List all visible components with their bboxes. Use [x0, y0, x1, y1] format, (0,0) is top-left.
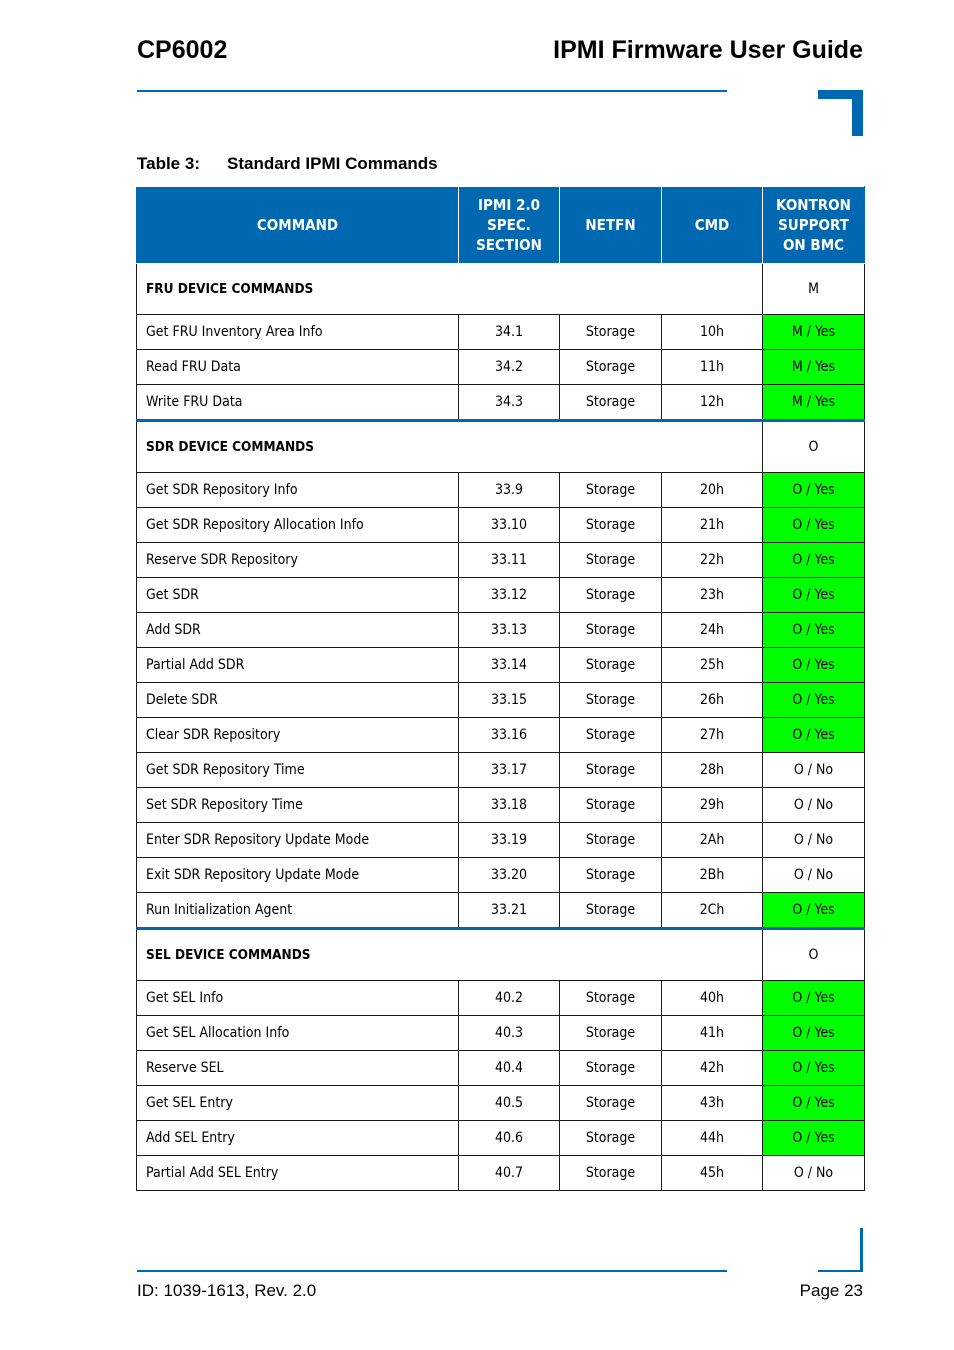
netfn: Storage — [560, 578, 662, 613]
cmd-code: 41h — [662, 1016, 763, 1051]
bmc-support-status: O / Yes — [763, 648, 865, 683]
spec-section: 33.10 — [459, 508, 560, 543]
command-name: Read FRU Data — [137, 350, 459, 385]
bmc-support-status: O / Yes — [763, 543, 865, 578]
command-name: Get SEL Allocation Info — [137, 1016, 459, 1051]
column-header — [137, 187, 459, 264]
cmd-code: 28h — [662, 753, 763, 788]
table-row — [137, 893, 865, 929]
column-header-line: SPEC. — [487, 216, 531, 234]
table-row — [137, 683, 865, 718]
netfn: Storage — [560, 1086, 662, 1121]
bmc-support-status: O / No — [763, 823, 865, 858]
netfn: Storage — [560, 858, 662, 893]
column-header — [662, 187, 763, 264]
bmc-support-status: O / No — [763, 1156, 865, 1191]
bmc-support-status: M / Yes — [763, 350, 865, 385]
bmc-support-status: O / Yes — [763, 578, 865, 613]
ipmi-commands-table — [136, 186, 865, 1191]
table-row — [137, 1051, 865, 1086]
cmd-code: 45h — [662, 1156, 763, 1191]
header-product: CP6002 — [137, 36, 228, 64]
column-header — [459, 187, 560, 264]
footer-corner-mark — [818, 1270, 863, 1272]
bmc-support-status: O / No — [763, 788, 865, 823]
command-name: Clear SDR Repository — [137, 718, 459, 753]
command-name: Run Initialization Agent — [137, 893, 459, 929]
header-rule — [137, 90, 727, 92]
bmc-support-status: O / Yes — [763, 1051, 865, 1086]
bmc-support-status: O / Yes — [763, 1016, 865, 1051]
table-row — [137, 350, 865, 385]
bmc-support-status: O / No — [763, 753, 865, 788]
netfn: Storage — [560, 718, 662, 753]
cmd-code: 29h — [662, 788, 763, 823]
column-header-line: CMD — [694, 216, 730, 234]
cmd-code: 22h — [662, 543, 763, 578]
table-row — [137, 981, 865, 1016]
table-body — [137, 264, 865, 1191]
bmc-support-status: O / Yes — [763, 1086, 865, 1121]
netfn: Storage — [560, 473, 662, 508]
cmd-code: 11h — [662, 350, 763, 385]
column-header-line: SUPPORT — [778, 216, 849, 234]
bmc-support-status: O / No — [763, 858, 865, 893]
table-row — [137, 648, 865, 683]
group-title: FRU DEVICE COMMANDS — [137, 264, 763, 315]
table-row — [137, 823, 865, 858]
table-row — [137, 1086, 865, 1121]
bmc-support-status: M / Yes — [763, 385, 865, 421]
cmd-code: 24h — [662, 613, 763, 648]
table-row — [137, 1156, 865, 1191]
command-name: Get FRU Inventory Area Info — [137, 315, 459, 350]
netfn: Storage — [560, 1016, 662, 1051]
netfn: Storage — [560, 981, 662, 1016]
command-name: Exit SDR Repository Update Mode — [137, 858, 459, 893]
command-name: Reserve SEL — [137, 1051, 459, 1086]
command-name: Get SDR — [137, 578, 459, 613]
command-name: Get SDR Repository Info — [137, 473, 459, 508]
column-header-line: SECTION — [476, 236, 542, 254]
table-row — [137, 1121, 865, 1156]
spec-section: 33.16 — [459, 718, 560, 753]
command-name: Add SEL Entry — [137, 1121, 459, 1156]
netfn: Storage — [560, 788, 662, 823]
column-header-line: COMMAND — [256, 216, 339, 234]
cmd-code: 40h — [662, 981, 763, 1016]
table-row — [137, 385, 865, 421]
spec-section: 33.15 — [459, 683, 560, 718]
column-header-line: IPMI 2.0 — [478, 196, 540, 214]
spec-section: 33.21 — [459, 893, 560, 929]
group-header-row — [137, 421, 865, 473]
spec-section: 33.11 — [459, 543, 560, 578]
netfn: Storage — [560, 823, 662, 858]
column-header-line: ON BMC — [782, 236, 845, 254]
group-header-row — [137, 929, 865, 981]
spec-section: 33.9 — [459, 473, 560, 508]
netfn: Storage — [560, 350, 662, 385]
group-requirement: O — [763, 421, 865, 473]
spec-section: 40.6 — [459, 1121, 560, 1156]
header-corner-mark-vertical — [852, 90, 863, 136]
spec-section: 40.5 — [459, 1086, 560, 1121]
bmc-support-status: O / Yes — [763, 508, 865, 543]
cmd-code: 20h — [662, 473, 763, 508]
cmd-code: 2Ch — [662, 893, 763, 929]
cmd-code: 44h — [662, 1121, 763, 1156]
netfn: Storage — [560, 1156, 662, 1191]
command-name: Write FRU Data — [137, 385, 459, 421]
netfn: Storage — [560, 683, 662, 718]
group-title: SEL DEVICE COMMANDS — [137, 929, 763, 981]
bmc-support-status: O / Yes — [763, 981, 865, 1016]
table-row — [137, 315, 865, 350]
table-row — [137, 788, 865, 823]
table-row — [137, 543, 865, 578]
bmc-support-status: O / Yes — [763, 1121, 865, 1156]
cmd-code: 25h — [662, 648, 763, 683]
spec-section: 33.17 — [459, 753, 560, 788]
table-row — [137, 473, 865, 508]
netfn: Storage — [560, 613, 662, 648]
command-name: Partial Add SDR — [137, 648, 459, 683]
command-name: Reserve SDR Repository — [137, 543, 459, 578]
table-row — [137, 1016, 865, 1051]
bmc-support-status: O / Yes — [763, 718, 865, 753]
bmc-support-status: O / Yes — [763, 473, 865, 508]
cmd-code: 43h — [662, 1086, 763, 1121]
command-name: Get SDR Repository Allocation Info — [137, 508, 459, 543]
spec-section: 33.13 — [459, 613, 560, 648]
netfn: Storage — [560, 315, 662, 350]
footer-doc-id: ID: 1039-1613, Rev. 2.0 — [137, 1281, 317, 1300]
cmd-code: 2Ah — [662, 823, 763, 858]
column-header — [560, 187, 662, 264]
netfn: Storage — [560, 543, 662, 578]
command-name: Enter SDR Repository Update Mode — [137, 823, 459, 858]
table-row — [137, 718, 865, 753]
cmd-code: 10h — [662, 315, 763, 350]
netfn: Storage — [560, 648, 662, 683]
command-name: Add SDR — [137, 613, 459, 648]
footer-page-number: Page 23 — [799, 1281, 863, 1300]
netfn: Storage — [560, 893, 662, 929]
table-row — [137, 508, 865, 543]
column-header-line: KONTRON — [776, 196, 851, 214]
spec-section: 33.18 — [459, 788, 560, 823]
spec-section: 40.4 — [459, 1051, 560, 1086]
netfn: Storage — [560, 385, 662, 421]
header-doc-title: IPMI Firmware User Guide — [553, 36, 863, 64]
bmc-support-status: O / Yes — [763, 893, 865, 929]
command-name: Partial Add SEL Entry — [137, 1156, 459, 1191]
cmd-code: 2Bh — [662, 858, 763, 893]
table-row — [137, 613, 865, 648]
netfn: Storage — [560, 1051, 662, 1086]
spec-section: 33.14 — [459, 648, 560, 683]
table-caption — [137, 154, 438, 174]
spec-section: 34.2 — [459, 350, 560, 385]
column-header-line: NETFN — [585, 216, 636, 234]
spec-section: 33.19 — [459, 823, 560, 858]
table-row — [137, 578, 865, 613]
netfn: Storage — [560, 508, 662, 543]
command-name: Delete SDR — [137, 683, 459, 718]
netfn: Storage — [560, 1121, 662, 1156]
column-header — [763, 187, 865, 264]
cmd-code: 23h — [662, 578, 763, 613]
spec-section: 40.2 — [459, 981, 560, 1016]
cmd-code: 12h — [662, 385, 763, 421]
cmd-code: 21h — [662, 508, 763, 543]
spec-section: 34.1 — [459, 315, 560, 350]
cmd-code: 26h — [662, 683, 763, 718]
table-row — [137, 753, 865, 788]
bmc-support-status: O / Yes — [763, 683, 865, 718]
footer-rule — [137, 1270, 727, 1272]
spec-section: 33.12 — [459, 578, 560, 613]
netfn: Storage — [560, 753, 662, 788]
spec-section: 33.20 — [459, 858, 560, 893]
group-requirement: O — [763, 929, 865, 981]
cmd-code: 42h — [662, 1051, 763, 1086]
table-caption-label: Table 3: — [137, 154, 200, 173]
table-caption-title: Standard IPMI Commands — [227, 154, 438, 173]
bmc-support-status: M / Yes — [763, 315, 865, 350]
group-header-row — [137, 264, 865, 315]
group-title: SDR DEVICE COMMANDS — [137, 421, 763, 473]
cmd-code: 27h — [662, 718, 763, 753]
bmc-support-status: O / Yes — [763, 613, 865, 648]
table-header-row — [137, 187, 865, 264]
command-name: Get SEL Entry — [137, 1086, 459, 1121]
spec-section: 40.3 — [459, 1016, 560, 1051]
command-name: Set SDR Repository Time — [137, 788, 459, 823]
table-row — [137, 858, 865, 893]
group-requirement: M — [763, 264, 865, 315]
footer-corner-mark-vertical — [860, 1228, 863, 1272]
command-name: Get SEL Info — [137, 981, 459, 1016]
spec-section: 40.7 — [459, 1156, 560, 1191]
spec-section: 34.3 — [459, 385, 560, 421]
command-name: Get SDR Repository Time — [137, 753, 459, 788]
